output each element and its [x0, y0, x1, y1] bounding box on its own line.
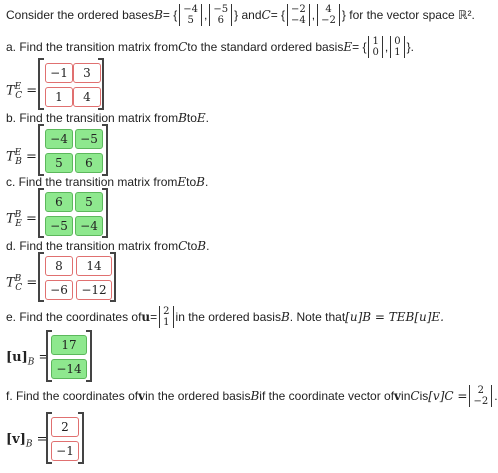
part-b-lhs: $T^E_B$ = [6, 148, 37, 167]
basis-b-symbol: B [154, 8, 163, 22]
answer-cell-f-2[interactable]: −1 [51, 441, 79, 461]
answer-cell-d-22[interactable]: −12 [76, 280, 112, 300]
answer-cell-b-21[interactable]: 5 [45, 153, 73, 173]
equals: = [150, 310, 158, 324]
part-a-prompt [6, 36, 414, 58]
period: . [205, 111, 210, 125]
answer-cell-a-22[interactable]: 4 [73, 87, 101, 107]
is-text: is [419, 389, 429, 403]
close-brace: }. [406, 40, 414, 54]
comma: , [384, 40, 389, 54]
and-text: } and [234, 8, 262, 22]
part-e-text: e. Find the coordinates of [6, 310, 142, 324]
matrix-b [38, 126, 108, 174]
part-d-text: d. Find the transition matrix from [6, 239, 179, 253]
answer-cell-d-21[interactable]: −6 [45, 280, 73, 300]
answer-cell-a-21[interactable]: 1 [45, 87, 73, 107]
coord-formula: [v]C = [428, 389, 468, 403]
b-symbol: B [197, 239, 207, 253]
c-symbol: C [178, 239, 188, 253]
part-a-text: a. Find the transition matrix from [6, 40, 179, 54]
comma: , [311, 8, 316, 22]
e-symbol: E [177, 175, 187, 189]
answer-cell-d-11[interactable]: 8 [45, 256, 73, 276]
part-e-prompt [6, 306, 444, 328]
v-symbol: v [394, 389, 402, 403]
part-d-prompt [6, 239, 209, 253]
answer-cell-b-12[interactable]: −5 [75, 129, 103, 149]
to-text: to [186, 175, 197, 189]
b-symbol: B [196, 175, 205, 189]
note-text: . Note that [289, 310, 346, 324]
part-b-text: b. Find the transition matrix from [6, 111, 179, 125]
period: . [205, 175, 209, 189]
in-text: in [401, 389, 411, 403]
basis-c-symbol: C [261, 8, 271, 22]
vector-f [46, 414, 84, 462]
answer-cell-d-12[interactable]: 14 [76, 256, 112, 276]
b-symbol: B [178, 111, 187, 125]
part-e-lhs: $[u]_B$ = [6, 350, 50, 368]
b-symbol: B [250, 389, 260, 403]
part-b-prompt [6, 111, 209, 125]
part-f-prompt [6, 385, 498, 407]
statement-text: Consider the ordered bases [6, 8, 155, 22]
eq-brace: = { [270, 8, 286, 22]
matrix-d [38, 254, 116, 300]
std-basis-vector-1: 1 0 [368, 36, 382, 58]
answer-cell-a-11[interactable]: −1 [45, 63, 73, 83]
answer-cell-b-11[interactable]: −4 [45, 129, 73, 149]
vector-e [46, 332, 92, 380]
part-e-mid: in the ordered basis [175, 310, 281, 324]
answer-cell-c-21[interactable]: −5 [45, 216, 73, 236]
answer-cell-e-2[interactable]: −14 [51, 359, 87, 379]
part-f-lhs: $[v]_B$ = [6, 432, 48, 450]
v-symbol: v [138, 389, 146, 403]
c-symbol: C [410, 389, 420, 403]
v-coord-vector: 2 −2 [469, 385, 492, 407]
basis-c-vector-1: −2 −4 [287, 4, 310, 26]
answer-cell-b-22[interactable]: 6 [75, 153, 103, 173]
basis-c-vector-2: 4 −2 [317, 4, 340, 26]
answer-cell-c-12[interactable]: 5 [75, 192, 103, 212]
to-text: to [186, 111, 197, 125]
part-a-mid: to the standard ordered basis [187, 40, 344, 54]
answer-cell-c-11[interactable]: 6 [45, 192, 73, 212]
eq-brace: = { [162, 8, 178, 22]
part-c-lhs: $T^B_E$ = [6, 210, 37, 229]
u-vector: 2 1 [159, 306, 173, 328]
vector-space-text: } for the vector space ℝ². [341, 8, 475, 22]
part-a-lhs: $T^E_C$ = [6, 82, 38, 101]
answer-cell-c-22[interactable]: −4 [75, 216, 103, 236]
to-text: to [187, 239, 198, 253]
answer-cell-f-1[interactable]: 2 [51, 417, 79, 437]
part-c-text: c. Find the transition matrix from [6, 175, 178, 189]
basis-b-vector-1: −4 5 [179, 4, 202, 26]
u-symbol: u [141, 310, 151, 324]
basis-b-vector-2: −5 6 [209, 4, 232, 26]
c-symbol: C [178, 40, 188, 54]
e-symbol: E [196, 111, 206, 125]
period: . [206, 239, 210, 253]
eq-brace: = { [352, 40, 367, 54]
std-basis-vector-2: 0 1 [390, 36, 404, 58]
answer-cell-e-1[interactable]: 17 [51, 335, 87, 355]
problem-statement [6, 4, 475, 26]
matrix-a [38, 60, 104, 108]
part-f-mid2: if the coordinate vector of [259, 389, 395, 403]
e-symbol: E [343, 40, 353, 54]
b-symbol: B [280, 310, 290, 324]
part-d-lhs: $T^B_C$ = [6, 274, 38, 293]
part-f-text: f. Find the coordinates of [6, 389, 139, 403]
comma: , [204, 8, 208, 22]
note-formula: [u]B = TEB[u]E. [345, 310, 444, 324]
period: . [494, 389, 498, 403]
answer-cell-a-12[interactable]: 3 [73, 63, 101, 83]
part-f-mid: in the ordered basis [145, 389, 251, 403]
part-c-prompt [6, 175, 208, 189]
matrix-c [38, 190, 108, 236]
